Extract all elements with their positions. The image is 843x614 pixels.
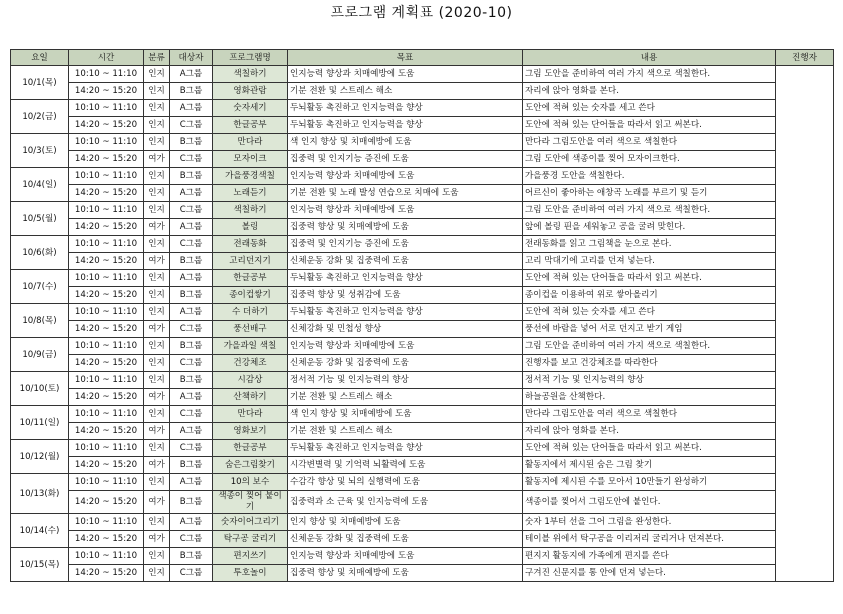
program-name-cell: 산책하기 — [213, 389, 288, 406]
day-cell: 10/9(금) — [11, 338, 69, 372]
content-cell: 도안에 적혀 있는 단어들을 따라서 읽고 써본다. — [523, 440, 776, 457]
category-cell: 인지 — [144, 406, 170, 423]
table-row — [11, 185, 834, 202]
program-name-cell: 투호놀이 — [213, 565, 288, 582]
group-cell: A그룹 — [170, 514, 213, 531]
category-cell: 인지 — [144, 270, 170, 287]
header-row — [11, 50, 834, 66]
time-cell: 10:10 ~ 11:10 — [69, 304, 144, 321]
program-name-cell: 가을과일 색칠 — [213, 338, 288, 355]
program-name-cell: 건강체조 — [213, 355, 288, 372]
time-cell: 14:20 ~ 15:20 — [69, 151, 144, 168]
header-day: 요일 — [11, 50, 69, 66]
table-row — [11, 117, 834, 134]
group-cell: B그룹 — [170, 457, 213, 474]
time-cell: 10:10 ~ 11:10 — [69, 236, 144, 253]
program-name-cell: 한글공부 — [213, 440, 288, 457]
goal-cell: 색 인지 향상 및 치매예방에 도움 — [288, 406, 523, 423]
content-cell: 진행자를 보고 건강체조를 따라한다 — [523, 355, 776, 372]
group-cell: C그룹 — [170, 531, 213, 548]
table-row — [11, 423, 834, 440]
category-cell: 인지 — [144, 440, 170, 457]
category-cell: 인지 — [144, 548, 170, 565]
table-row — [11, 168, 834, 185]
time-cell: 10:10 ~ 11:10 — [69, 134, 144, 151]
group-cell: C그룹 — [170, 321, 213, 338]
goal-cell: 기분 전환 및 스트레스 해소 — [288, 389, 523, 406]
category-cell: 인지 — [144, 338, 170, 355]
group-cell: C그룹 — [170, 117, 213, 134]
time-cell: 14:20 ~ 15:20 — [69, 457, 144, 474]
table-row — [11, 565, 834, 582]
group-cell: A그룹 — [170, 423, 213, 440]
program-name-cell: 수 더하기 — [213, 304, 288, 321]
content-cell: 자리에 앉아 영화를 본다. — [523, 83, 776, 100]
time-cell: 10:10 ~ 11:10 — [69, 514, 144, 531]
goal-cell: 집중력 향상 및 치매예방에 도움 — [288, 565, 523, 582]
table-row — [11, 338, 834, 355]
program-name-cell: 10의 보수 — [213, 474, 288, 491]
group-cell: C그룹 — [170, 440, 213, 457]
table-row — [11, 253, 834, 270]
program-name-cell: 숫자세기 — [213, 100, 288, 117]
group-cell: C그룹 — [170, 202, 213, 219]
day-cell: 10/2(금) — [11, 100, 69, 134]
category-cell: 인지 — [144, 304, 170, 321]
goal-cell: 두뇌활동 촉진하고 인지능력을 향상 — [288, 100, 523, 117]
program-name-cell: 한글공부 — [213, 117, 288, 134]
program-name-cell: 영화보기 — [213, 423, 288, 440]
goal-cell: 두뇌활동 촉진하고 인지능력을 향상 — [288, 304, 523, 321]
content-cell: 활동지에서 제시된 숨은 그림 찾기 — [523, 457, 776, 474]
table-row — [11, 66, 834, 83]
time-cell: 14:20 ~ 15:20 — [69, 185, 144, 202]
group-cell: A그룹 — [170, 304, 213, 321]
program-name-cell: 숨은그림찾기 — [213, 457, 288, 474]
goal-cell: 집중력 향상 및 치매예방에 도움 — [288, 219, 523, 236]
content-cell: 그림 도안을 준비하여 여러 가지 색으로 색칠한다. — [523, 338, 776, 355]
program-name-cell: 영화관람 — [213, 83, 288, 100]
header-program-name: 프로그램명 — [213, 50, 288, 66]
category-cell: 인지 — [144, 168, 170, 185]
group-cell: A그룹 — [170, 100, 213, 117]
header-time: 시간 — [69, 50, 144, 66]
program-name-cell: 색칠하기 — [213, 202, 288, 219]
goal-cell: 기분 전환 및 스트레스 해소 — [288, 83, 523, 100]
facilitator-column — [776, 66, 834, 582]
goal-cell: 인지능력 향상과 치매예방에 도움 — [288, 338, 523, 355]
category-cell: 인지 — [144, 474, 170, 491]
category-cell: 인지 — [144, 100, 170, 117]
table-row — [11, 474, 834, 491]
group-cell: A그룹 — [170, 185, 213, 202]
header-category: 분류 — [144, 50, 170, 66]
goal-cell: 두뇌활동 촉진하고 인지능력을 향상 — [288, 270, 523, 287]
category-cell: 여가 — [144, 457, 170, 474]
time-cell: 14:20 ~ 15:20 — [69, 423, 144, 440]
time-cell: 14:20 ~ 15:20 — [69, 83, 144, 100]
content-cell: 만다라 그림도안을 여러 색으로 색칠한다 — [523, 406, 776, 423]
category-cell: 인지 — [144, 372, 170, 389]
content-cell: 도안에 적혀 있는 숫자를 세고 쓴다 — [523, 304, 776, 321]
table-row — [11, 514, 834, 531]
table-row — [11, 287, 834, 304]
goal-cell: 수감각 향상 및 뇌의 실행력에 도움 — [288, 474, 523, 491]
table-row — [11, 491, 834, 514]
program-schedule-table — [10, 49, 834, 582]
group-cell: B그룹 — [170, 372, 213, 389]
program-name-cell: 시감상 — [213, 372, 288, 389]
time-cell: 14:20 ~ 15:20 — [69, 287, 144, 304]
header-target-group: 대상자 — [170, 50, 213, 66]
content-cell: 구겨진 신문지를 통 안에 던져 넣는다. — [523, 565, 776, 582]
time-cell: 14:20 ~ 15:20 — [69, 117, 144, 134]
category-cell: 여가 — [144, 491, 170, 514]
time-cell: 10:10 ~ 11:10 — [69, 202, 144, 219]
group-cell: A그룹 — [170, 66, 213, 83]
time-cell: 10:10 ~ 11:10 — [69, 270, 144, 287]
content-cell: 활동지에 제시된 수를 모아서 10만들기 완성하기 — [523, 474, 776, 491]
time-cell: 10:10 ~ 11:10 — [69, 440, 144, 457]
category-cell: 인지 — [144, 565, 170, 582]
goal-cell: 기분 전환 및 스트레스 해소 — [288, 423, 523, 440]
group-cell: A그룹 — [170, 389, 213, 406]
program-name-cell: 색칠하기 — [213, 66, 288, 83]
header-content: 내용 — [523, 50, 776, 66]
time-cell: 14:20 ~ 15:20 — [69, 491, 144, 514]
goal-cell: 집중력 및 인지기능 증진에 도움 — [288, 151, 523, 168]
time-cell: 10:10 ~ 11:10 — [69, 406, 144, 423]
content-cell: 어르신이 좋아하는 애창곡 노래를 부르기 및 듣기 — [523, 185, 776, 202]
group-cell: B그룹 — [170, 548, 213, 565]
program-name-cell: 한글공부 — [213, 270, 288, 287]
table-row — [11, 372, 834, 389]
day-cell: 10/15(목) — [11, 548, 69, 582]
day-cell: 10/7(수) — [11, 270, 69, 304]
goal-cell: 정서적 기능 및 인지능력의 향상 — [288, 372, 523, 389]
category-cell: 인지 — [144, 236, 170, 253]
program-name-cell: 풍선배구 — [213, 321, 288, 338]
content-cell: 숫자 1부터 선을 그어 그림을 완성한다. — [523, 514, 776, 531]
content-cell: 색종이를 찢어서 그림도안에 붙인다. — [523, 491, 776, 514]
table-row — [11, 270, 834, 287]
goal-cell: 집중력과 소 근육 및 인지능력에 도움 — [288, 491, 523, 514]
content-cell: 만다라 그림도안을 여러 색으로 색칠한다 — [523, 134, 776, 151]
program-name-cell: 노래듣기 — [213, 185, 288, 202]
time-cell: 14:20 ~ 15:20 — [69, 565, 144, 582]
program-name-cell: 숫자이어그리기 — [213, 514, 288, 531]
category-cell: 여가 — [144, 389, 170, 406]
category-cell: 인지 — [144, 134, 170, 151]
time-cell: 14:20 ~ 15:20 — [69, 253, 144, 270]
day-cell: 10/6(화) — [11, 236, 69, 270]
content-cell: 테이블 위에서 탁구공을 이리저리 굴리거나 던져본다. — [523, 531, 776, 548]
time-cell: 10:10 ~ 11:10 — [69, 548, 144, 565]
table-row — [11, 134, 834, 151]
program-name-cell: 탁구공 굴리기 — [213, 531, 288, 548]
content-cell: 전래동화를 읽고 그림책을 눈으로 본다. — [523, 236, 776, 253]
table-row — [11, 151, 834, 168]
program-name-cell: 편지쓰기 — [213, 548, 288, 565]
goal-cell: 인지능력 향상과 치매예방에 도움 — [288, 66, 523, 83]
group-cell: C그룹 — [170, 236, 213, 253]
content-cell: 도안에 적혀 있는 숫자를 세고 쓴다 — [523, 100, 776, 117]
content-cell: 하늘공원을 산책한다. — [523, 389, 776, 406]
group-cell: C그룹 — [170, 565, 213, 582]
category-cell: 인지 — [144, 83, 170, 100]
goal-cell: 집중력 향상 및 성취감에 도움 — [288, 287, 523, 304]
content-cell: 도안에 적혀 있는 단어들을 따라서 읽고 써본다. — [523, 117, 776, 134]
category-cell: 인지 — [144, 185, 170, 202]
group-cell: C그룹 — [170, 406, 213, 423]
header-goal: 목표 — [288, 50, 523, 66]
group-cell: A그룹 — [170, 219, 213, 236]
category-cell: 여가 — [144, 321, 170, 338]
table-row — [11, 355, 834, 372]
table-row — [11, 457, 834, 474]
time-cell: 14:20 ~ 15:20 — [69, 321, 144, 338]
table-row — [11, 202, 834, 219]
table-row — [11, 406, 834, 423]
time-cell: 10:10 ~ 11:10 — [69, 168, 144, 185]
program-name-cell: 가을풍경색칠 — [213, 168, 288, 185]
category-cell: 인지 — [144, 66, 170, 83]
content-cell: 자리에 앉아 영화를 본다. — [523, 423, 776, 440]
content-cell: 그림 도안을 준비하여 여러 가지 색으로 색칠한다. — [523, 202, 776, 219]
program-name-cell: 전래동화 — [213, 236, 288, 253]
time-cell: 10:10 ~ 11:10 — [69, 474, 144, 491]
program-name-cell: 만다라 — [213, 134, 288, 151]
group-cell: B그룹 — [170, 83, 213, 100]
group-cell: B그룹 — [170, 338, 213, 355]
goal-cell: 인지 향상 및 치매예방에 도움 — [288, 514, 523, 531]
goal-cell: 신체운동 강화 및 집중력에 도움 — [288, 253, 523, 270]
goal-cell: 신체운동 강화 및 집중력에 도움 — [288, 531, 523, 548]
time-cell: 10:10 ~ 11:10 — [69, 100, 144, 117]
group-cell: B그룹 — [170, 287, 213, 304]
table-row — [11, 100, 834, 117]
goal-cell: 두뇌활동 촉진하고 인지능력을 향상 — [288, 117, 523, 134]
program-name-cell: 만다라 — [213, 406, 288, 423]
category-cell: 여가 — [144, 531, 170, 548]
group-cell: A그룹 — [170, 474, 213, 491]
category-cell: 인지 — [144, 355, 170, 372]
goal-cell: 두뇌활동 촉진하고 인지능력을 향상 — [288, 440, 523, 457]
content-cell: 앞에 볼링 핀을 세워놓고 공을 굴려 맞힌다. — [523, 219, 776, 236]
time-cell: 10:10 ~ 11:10 — [69, 372, 144, 389]
goal-cell: 기분 전환 및 노래 발성 연습으로 치매에 도움 — [288, 185, 523, 202]
content-cell: 그림 도안에 색종이를 찢어 모자이크한다. — [523, 151, 776, 168]
group-cell: C그룹 — [170, 355, 213, 372]
table-row — [11, 321, 834, 338]
program-name-cell: 모자이크 — [213, 151, 288, 168]
time-cell: 14:20 ~ 15:20 — [69, 531, 144, 548]
page-title: 프로그램 계획표 (2020-10) — [330, 5, 513, 21]
time-cell: 10:10 ~ 11:10 — [69, 338, 144, 355]
time-cell: 14:20 ~ 15:20 — [69, 355, 144, 372]
time-cell: 14:20 ~ 15:20 — [69, 389, 144, 406]
program-name-cell: 색종이 찢어 붙이기 — [213, 491, 288, 514]
goal-cell: 인지능력 향상과 치매예방에 도움 — [288, 168, 523, 185]
content-cell: 정서적 기능 및 인지능력의 향상 — [523, 372, 776, 389]
content-cell: 도안에 적혀 있는 단어들을 따라서 읽고 써본다. — [523, 270, 776, 287]
goal-cell: 시각변별력 및 기억력 뇌활력에 도움 — [288, 457, 523, 474]
day-cell: 10/1(목) — [11, 66, 69, 100]
day-cell: 10/5(월) — [11, 202, 69, 236]
group-cell: B그룹 — [170, 253, 213, 270]
group-cell: B그룹 — [170, 168, 213, 185]
program-name-cell: 종이컵쌓기 — [213, 287, 288, 304]
goal-cell: 인지능력 향상과 치매예방에 도움 — [288, 548, 523, 565]
time-cell: 14:20 ~ 15:20 — [69, 219, 144, 236]
content-cell: 고리 막대기에 고리를 던져 넣는다. — [523, 253, 776, 270]
goal-cell: 집중력 및 인지기능 증진에 도움 — [288, 236, 523, 253]
table-row — [11, 304, 834, 321]
content-cell: 풍선에 바람을 넣어 서로 던지고 받기 게임 — [523, 321, 776, 338]
goal-cell: 인지능력 향상과 치매예방에 도움 — [288, 202, 523, 219]
day-cell: 10/14(수) — [11, 514, 69, 548]
category-cell: 여가 — [144, 423, 170, 440]
category-cell: 인지 — [144, 202, 170, 219]
group-cell: C그룹 — [170, 151, 213, 168]
day-cell: 10/11(일) — [11, 406, 69, 440]
table-row — [11, 83, 834, 100]
category-cell: 인지 — [144, 287, 170, 304]
content-cell: 종이컵을 이용하여 위로 쌓아올리기 — [523, 287, 776, 304]
category-cell: 인지 — [144, 514, 170, 531]
category-cell: 여가 — [144, 151, 170, 168]
group-cell: B그룹 — [170, 134, 213, 151]
category-cell: 여가 — [144, 219, 170, 236]
category-cell: 여가 — [144, 253, 170, 270]
table-row — [11, 389, 834, 406]
program-name-cell: 볼링 — [213, 219, 288, 236]
day-cell: 10/12(월) — [11, 440, 69, 474]
group-cell: A그룹 — [170, 270, 213, 287]
content-cell: 가을풍경 도안을 색칠한다. — [523, 168, 776, 185]
table-row — [11, 219, 834, 236]
day-cell: 10/13(화) — [11, 474, 69, 514]
goal-cell: 신체강화 및 민첩성 향상 — [288, 321, 523, 338]
goal-cell: 신체운동 강화 및 집중력에 도움 — [288, 355, 523, 372]
content-cell: 편지지 활동지에 가족에게 편지를 쓴다 — [523, 548, 776, 565]
group-cell: B그룹 — [170, 491, 213, 514]
table-row — [11, 531, 834, 548]
time-cell: 10:10 ~ 11:10 — [69, 66, 144, 83]
content-cell: 그림 도안을 준비하여 여러 가지 색으로 색칠한다. — [523, 66, 776, 83]
program-name-cell: 고리던지기 — [213, 253, 288, 270]
category-cell: 인지 — [144, 117, 170, 134]
day-cell: 10/3(토) — [11, 134, 69, 168]
table-row — [11, 440, 834, 457]
header-facilitator: 진행자 — [776, 50, 834, 66]
day-cell: 10/8(목) — [11, 304, 69, 338]
table-row — [11, 548, 834, 565]
goal-cell: 색 인지 향상 및 치매예방에 도움 — [288, 134, 523, 151]
day-cell: 10/10(토) — [11, 372, 69, 406]
day-cell: 10/4(일) — [11, 168, 69, 202]
table-row — [11, 236, 834, 253]
